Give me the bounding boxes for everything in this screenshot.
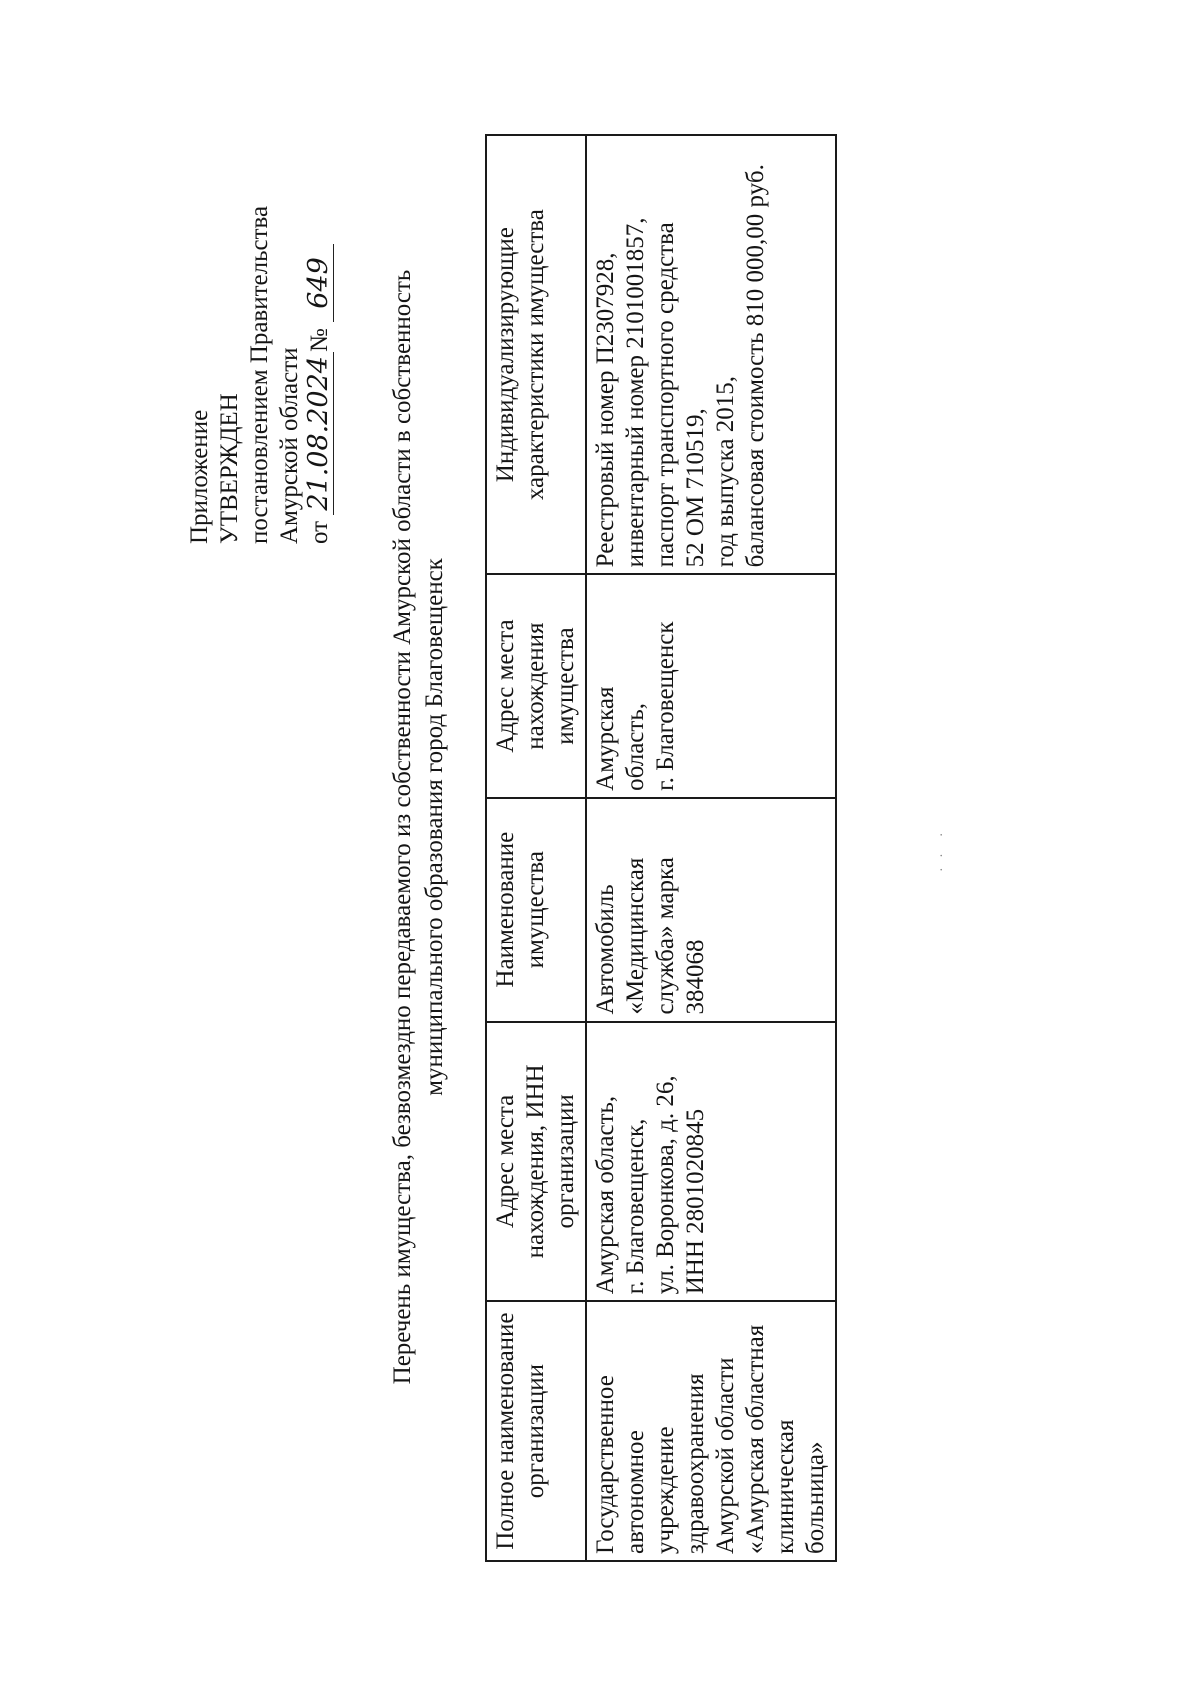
property-address-line: область,: [622, 703, 649, 791]
approval-stamp: [185, 74, 335, 544]
approved-by-line: постановлением Правительства: [246, 205, 273, 544]
header-org-address: Адрес места нахождения, ИНН организации: [486, 1022, 586, 1302]
characteristic-line: балансовая стоимость 810 000,00 руб.: [742, 164, 769, 568]
property-table: [485, 134, 837, 1562]
appendix-label: Приложение: [186, 409, 213, 544]
header-characteristics: Индивидуализирующие характеристики имущества: [486, 135, 586, 574]
cell-org-address: [586, 1022, 836, 1302]
scan-specks-decoration: · · ·: [935, 829, 950, 872]
date-number-line: [305, 74, 335, 544]
approved-label: УТВЕРЖДЕН: [216, 393, 243, 544]
number-prefix: №: [306, 328, 333, 353]
header-property-address: Адрес места нахождения имущества: [486, 574, 586, 798]
cell-property-name: Автомобиль «Медицинская служба» марка 384068: [586, 798, 836, 1022]
property-address-line: г. Благовещенск: [652, 621, 679, 791]
document-title: [387, 127, 451, 1527]
title-line-1: Перечень имущества, безвозмездно передаваемого из собственности Амурской области в собственность: [389, 269, 416, 1385]
region-line: Амурской области: [276, 347, 303, 544]
header-property-name: Наименование имущества: [486, 798, 586, 1022]
characteristic-line: инвентарный номер 2101001857,: [622, 217, 649, 568]
cell-characteristics: [586, 135, 836, 574]
date-prefix: от: [306, 520, 333, 544]
cell-property-address: [586, 574, 836, 798]
table-row: [586, 135, 836, 1561]
characteristic-line: год выпуска 2015,: [712, 375, 739, 568]
characteristic-line: паспорт транспортного средства: [652, 222, 679, 568]
header-organization: Полное наименование организации: [486, 1301, 586, 1561]
handwritten-date: 21.08.2024: [305, 352, 334, 515]
cell-organization: Государственное автономное учреждение здравоохранения Амурской области «Амурская областная клиническая больница»: [586, 1301, 836, 1561]
org-address-line: ул. Воронкова, д. 26,: [652, 1075, 679, 1295]
handwritten-number: 649: [305, 244, 334, 322]
org-address-line: Амурская область,: [592, 1095, 619, 1295]
org-address-line: г. Благовещенск,: [622, 1118, 649, 1295]
title-line-2: муниципального образования город Благовещенск: [421, 558, 448, 1096]
property-address-line: Амурская: [592, 686, 619, 791]
characteristic-line: Реестровый номер П2307928,: [592, 252, 619, 568]
table-header-row: [486, 135, 586, 1561]
org-inn-line: ИНН 2801020845: [682, 1108, 709, 1295]
characteristic-line: 52 ОМ 710519,: [682, 408, 709, 568]
